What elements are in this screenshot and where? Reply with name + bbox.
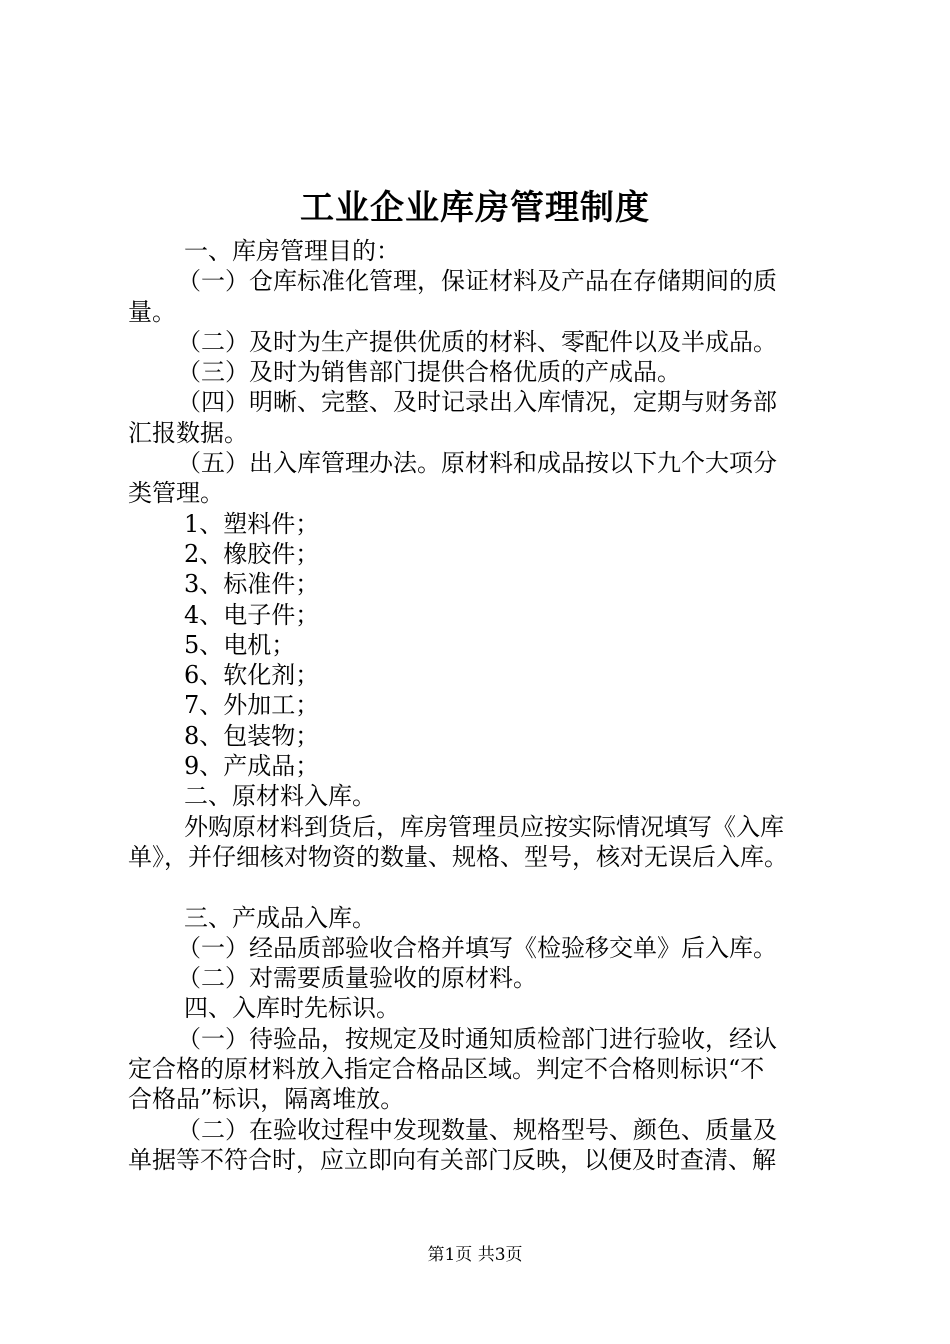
section-heading-1: 一、库房管理目的： [184, 237, 400, 265]
list-item: 2、橡胶件； [184, 539, 320, 568]
paragraph-line: 类管理。 [128, 479, 224, 508]
list-item: 7、外加工； [184, 691, 320, 720]
paragraph-line: 单据等不符合时，应立即向有关部门反映，以便及时查清、解 [128, 1145, 776, 1174]
list-item: 9、产成品； [184, 752, 320, 781]
paragraph-line: （三）及时为销售部门提供合格优质的产成品。 [177, 358, 681, 387]
paragraph-line: 汇报数据。 [128, 418, 248, 447]
document-body [128, 236, 833, 1175]
paragraph-line: （二）及时为生产提供优质的材料、零配件以及半成品。 [177, 327, 777, 356]
list-item: 4、电子件； [184, 600, 320, 629]
list-item: 8、包装物； [184, 721, 320, 750]
paragraph-line: （一）待验品，按规定及时通知质检部门进行验收，经认 [177, 1024, 777, 1053]
page-number: 第1页 共3页 [427, 1245, 523, 1265]
paragraph-line: （二）对需要质量验收的原材料。 [177, 964, 537, 993]
list-item: 5、电机； [184, 630, 296, 659]
section-heading-3: 三、产成品入库。 [184, 903, 376, 932]
blank-line [128, 872, 833, 902]
paragraph-line: （五）出入库管理办法。原材料和成品按以下九个大项分 [177, 449, 777, 478]
paragraph-line: 单》，并仔细核对物资的数量、规格、型号，核对无误后入库。 [128, 842, 788, 871]
paragraph-line: 定合格的原材料放入指定合格品区域。判定不合格则标识“不 [128, 1055, 765, 1084]
paragraph-line: 合格品”标识，隔离堆放。 [128, 1085, 405, 1114]
paragraph-line: （一）仓库标准化管理，保证材料及产品在存储期间的质 [177, 267, 777, 296]
list-item: 6、软化剂； [184, 661, 320, 690]
paragraph-line: （一）经品质部验收合格并填写《检验移交单》后入库。 [177, 933, 777, 962]
section-heading-2: 二、原材料入库。 [184, 782, 376, 811]
document-title: 工业企业库房管理制度 [300, 188, 650, 228]
paragraph-line: （四）明晰、完整、及时记录出入库情况，定期与财务部 [177, 388, 777, 417]
paragraph-line: 外购原材料到货后，库房管理员应按实际情况填写《入库 [184, 812, 784, 841]
list-item: 3、标准件； [184, 570, 320, 599]
paragraph-line: （二）在验收过程中发现数量、规格型号、颜色、质量及 [177, 1115, 777, 1144]
paragraph-line: 量。 [128, 297, 176, 326]
list-item: 1、塑料件； [184, 509, 320, 538]
section-heading-4: 四、入库时先标识。 [184, 994, 400, 1023]
